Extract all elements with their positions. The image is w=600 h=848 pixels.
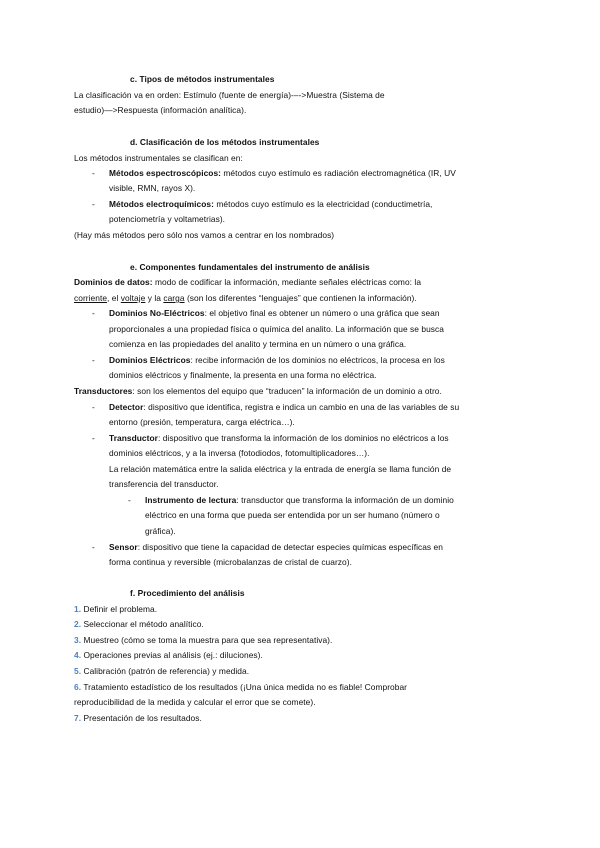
list-item-cont: proporcionales a una propiedad física o química del analito. La información que se busca xyxy=(109,324,444,334)
step-1: 1. Definir el problema. xyxy=(74,604,158,614)
list-item-cont: dominios eléctricos y finalmente, la presenta en una forma no eléctrica. xyxy=(109,370,377,380)
list-item: Dominios No-Eléctricos: el objetivo final es obtener un número o una gráfica que sean xyxy=(109,308,440,318)
bullet-dash: - xyxy=(92,308,95,318)
paragraph-line: Transductores: son los elementos del equipo que “traducen” la información de un dominio a otro. xyxy=(74,386,442,396)
step-5: 5. Calibración (patrón de referencia) y medida. xyxy=(74,666,250,676)
sub-list-item-cont: gráfica). xyxy=(145,526,176,536)
paragraph-line: Los métodos instrumentales se clasifican en: xyxy=(74,153,243,163)
bullet-dash: - xyxy=(92,433,95,443)
step-4: 4. Operaciones previas al análisis (ej.: diluciones). xyxy=(74,650,263,660)
list-item-cont: dominios eléctricos, y a la inversa (fotodiodos, fotomultiplicadores…). xyxy=(109,448,370,458)
list-item-cont: transferencia del transductor. xyxy=(109,479,219,489)
paragraph-line: estudio)—>Respuesta (información analítica). xyxy=(74,105,247,115)
list-item-cont: forma continua y reversible (microbalanzas de cristal de cuarzo). xyxy=(109,557,352,567)
list-item: Métodos electroquímicos: métodos cuyo estímulo es la electricidad (conductimetría, xyxy=(109,199,433,209)
list-item: Métodos espectroscópicos: métodos cuyo estímulo es radiación electromagnética (IR, UV xyxy=(109,168,456,178)
note-line: (Hay más métodos pero sólo nos vamos a centrar en los nombrados) xyxy=(74,230,335,240)
section-c-heading: c. Tipos de métodos instrumentales xyxy=(130,74,275,84)
bullet-dash: - xyxy=(92,355,95,365)
bullet-dash: - xyxy=(92,199,95,209)
paragraph-line: Dominios de datos: modo de codificar la información, mediante señales eléctricas como: la xyxy=(74,277,422,287)
bullet-dash: - xyxy=(92,542,95,552)
bullet-dash: - xyxy=(128,495,131,505)
section-d-heading: d. Clasificación de los métodos instrumentales xyxy=(130,137,320,147)
list-item: Dominios Eléctricos: recibe información de los dominios no eléctricos, la procesa en los xyxy=(109,355,445,365)
step-6-cont: reproducibilidad de la medida y calcular el error que se comete). xyxy=(74,697,316,707)
section-e-heading: e. Componentes fundamentales del instrumento de análisis xyxy=(130,262,370,272)
sub-list-item-cont: eléctrico en una forma que pueda ser entendida por un ser humano (número o xyxy=(145,510,440,520)
bullet-dash: - xyxy=(92,168,95,178)
list-item-cont: La relación matemática entre la salida eléctrica y la entrada de energía se llama función de xyxy=(109,464,452,474)
sub-list-item: Instrumento de lectura: transductor que transforma la información de un dominio xyxy=(145,495,454,505)
step-2: 2. Seleccionar el método analítico. xyxy=(74,619,204,629)
step-3: 3. Muestreo (cómo se toma la muestra para que sea representativa). xyxy=(74,635,333,645)
list-item-cont: entorno (presión, temperatura, carga eléctrica…). xyxy=(109,417,295,427)
bullet-dash: - xyxy=(92,402,95,412)
list-item-cont: visible, RMN, rayos X). xyxy=(109,183,196,193)
paragraph-line: La clasificación va en orden: Estímulo (fuente de energía)-–->Muestra (Sistema de xyxy=(74,90,385,100)
list-item: Detector: dispositivo que identifica, registra e indica un cambio en una de las variables de su xyxy=(109,402,460,412)
list-item: Transductor: dispositivo que transforma la información de los dominios no eléctricos a los xyxy=(109,433,449,443)
list-item-cont: comienza en las propiedades del analito y termina en un número o una gráfica. xyxy=(109,339,407,349)
list-item-cont: potenciometría y voltametrias). xyxy=(109,214,226,224)
step-6: 6. Tratamiento estadístico de los resultados (¡Una única medida no es fiable! Comprobar xyxy=(74,682,408,692)
section-f-heading: f. Procedimiento del análisis xyxy=(130,588,245,598)
paragraph-line: corriente, el voltaje y la carga (son los diferentes “lenguajes” que contienen la información). xyxy=(74,293,417,303)
list-item: Sensor: dispositivo que tiene la capacidad de detectar especies químicas específicas en xyxy=(109,542,443,552)
step-7: 7. Presentación de los resultados. xyxy=(74,713,202,723)
